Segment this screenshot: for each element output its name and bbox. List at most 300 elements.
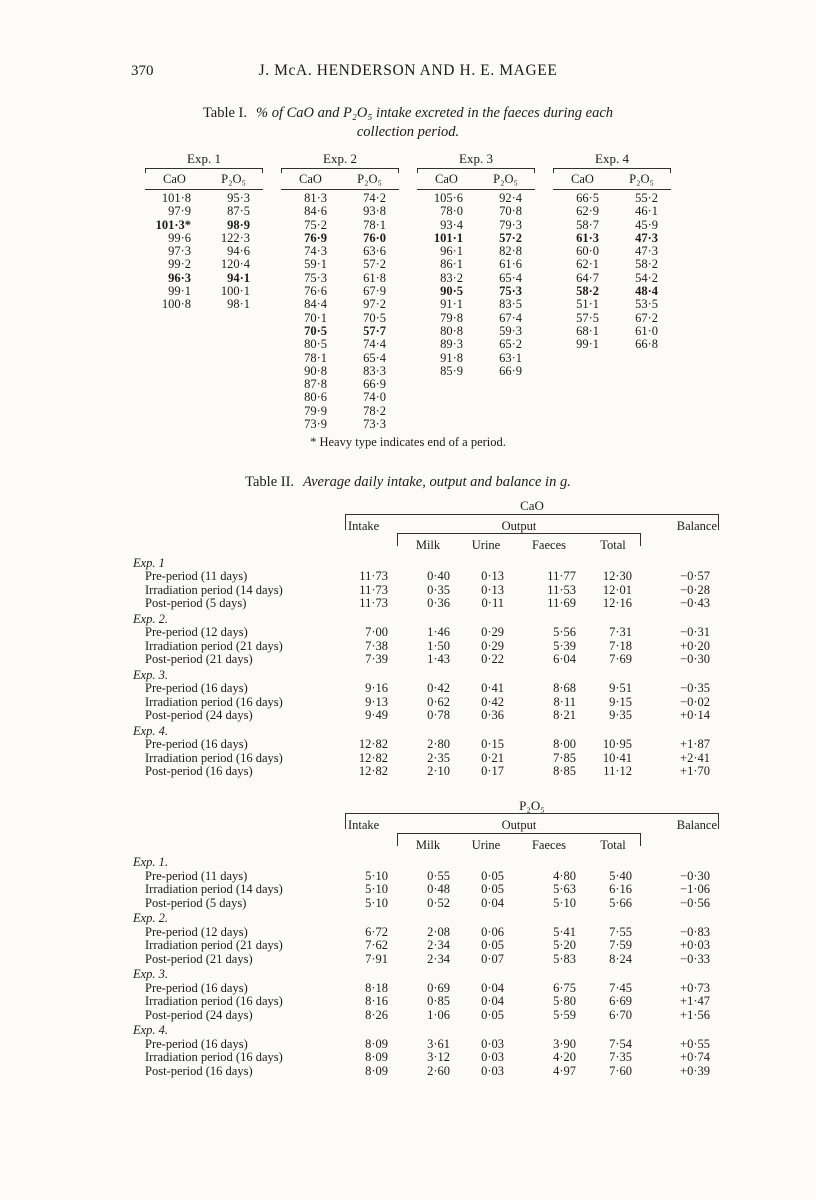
- spacer-cell: [345, 839, 397, 855]
- table1-row: [281, 338, 399, 351]
- p2o5-value: 61·8: [363, 270, 386, 285]
- table1-rows: [417, 190, 535, 378]
- value-cell: 0·85: [427, 994, 450, 1009]
- p2o5-value: 66·8: [635, 337, 658, 352]
- value-cell: 5·59: [553, 1007, 576, 1022]
- value-cell: 9·13: [365, 694, 388, 709]
- value-cell: 0·36: [481, 708, 504, 723]
- exp-group-label: Exp. 3.: [133, 967, 169, 982]
- cao-value: 62·9: [576, 204, 599, 219]
- value-cell: 11·73: [359, 596, 388, 611]
- value-cell: 5·20: [553, 938, 576, 953]
- value-cell: 8·85: [553, 764, 576, 779]
- p2o5-value: 74·0: [363, 390, 386, 405]
- table1: [0, 151, 816, 431]
- value-cell: 6·69: [609, 994, 632, 1009]
- row-label: Post-period (16 days): [145, 764, 253, 779]
- table1-row: [417, 365, 535, 378]
- cao-value: 79·8: [440, 310, 463, 325]
- col-header-p2o5: P₂O₅: [221, 172, 246, 186]
- value-cell: 2·35: [427, 750, 450, 765]
- p2o5-value: 70·8: [499, 204, 522, 219]
- value-cell: 7·91: [365, 951, 388, 966]
- row-label: Post-period (5 days): [145, 596, 247, 611]
- p2o5-value: 97·2: [363, 297, 386, 312]
- spacer-cell: [345, 539, 397, 555]
- table1-row: [145, 232, 263, 245]
- cao-value: 87·8: [304, 377, 327, 392]
- value-cell: 5·10: [365, 868, 388, 883]
- row-label: Post-period (24 days): [145, 1007, 253, 1022]
- row-label: Irradiation period (16 days): [145, 994, 283, 1009]
- cao-value: 101·3*: [155, 217, 191, 232]
- value-cell: 2·34: [427, 951, 450, 966]
- value-cell: +0·55: [680, 1036, 710, 1051]
- spacer-cell: [133, 799, 345, 814]
- table1-rows: [281, 190, 399, 431]
- column-header-total: Total: [600, 538, 626, 553]
- p2o5-value: 63·6: [363, 244, 386, 259]
- value-cell: 0·78: [427, 708, 450, 723]
- row-label: Post-period (24 days): [145, 708, 253, 723]
- value-cell: 0·15: [481, 737, 504, 752]
- table1-row: [281, 325, 399, 338]
- page-number: 370: [131, 63, 154, 79]
- table2-caption-text: Average daily intake, output and balance in g.: [303, 474, 571, 491]
- row-label: Post-period (21 days): [145, 652, 253, 667]
- cao-value: 84·4: [304, 297, 327, 312]
- table1-subheader: [417, 172, 535, 190]
- value-cell: −0·43: [680, 596, 710, 611]
- table1-row: [417, 205, 535, 218]
- value-cell: +0·20: [680, 638, 710, 653]
- spacer-cell: [133, 520, 345, 534]
- p2o5-value: 98·1: [227, 297, 250, 312]
- value-cell: 7·45: [609, 980, 632, 995]
- table1-row: [553, 298, 671, 311]
- table1-row: [281, 245, 399, 258]
- p2o5-value: 67·4: [499, 310, 522, 325]
- value-cell: 6·16: [609, 882, 632, 897]
- row-label: Irradiation period (21 days): [145, 638, 283, 653]
- output-spanner: [397, 833, 641, 837]
- value-cell: +0·03: [680, 938, 710, 953]
- value-cell: 0·17: [481, 764, 504, 779]
- cao-value: 51·1: [576, 297, 599, 312]
- cao-value: 89·3: [440, 337, 463, 352]
- row-label: Pre-period (16 days): [145, 737, 248, 752]
- p2o5-value: 57·7: [363, 323, 386, 338]
- cao-value: 85·9: [440, 363, 463, 378]
- value-cell: 7·59: [609, 938, 632, 953]
- p2o5-value: 63·1: [499, 350, 522, 365]
- table1-row: [417, 258, 535, 271]
- cao-value: 75·2: [304, 217, 327, 232]
- col-header-p2o5: P₂O₅: [357, 172, 382, 186]
- p2o5-value: 46·1: [635, 204, 658, 219]
- value-cell: 8·24: [609, 951, 632, 966]
- column-header-total: Total: [600, 837, 626, 852]
- value-cell: +1·47: [680, 994, 710, 1009]
- exp-group-label: Exp. 1: [133, 555, 165, 570]
- p2o5-value: 48·4: [635, 284, 658, 299]
- value-cell: 7·62: [365, 938, 388, 953]
- value-cell: +0·14: [680, 708, 710, 723]
- value-cell: 11·73: [359, 582, 388, 597]
- table1-row: [281, 232, 399, 245]
- value-cell: 8·68: [553, 681, 576, 696]
- row-label: Irradiation period (16 days): [145, 750, 283, 765]
- cao-value: 99·6: [168, 230, 191, 245]
- cao-value: 76·9: [304, 230, 327, 245]
- value-cell: 0·29: [481, 625, 504, 640]
- exp-spanner: [145, 168, 263, 172]
- value-cell: 7·55: [609, 924, 632, 939]
- value-cell: 9·49: [365, 708, 388, 723]
- exp-spanner: [417, 168, 535, 172]
- cao-value: 80·5: [304, 337, 327, 352]
- col-header-cao: CaO: [435, 172, 458, 186]
- table1-row: [553, 232, 671, 245]
- value-cell: 9·51: [609, 681, 632, 696]
- row-label: Irradiation period (14 days): [145, 582, 283, 597]
- table1-row: [281, 391, 399, 404]
- cao-value: 105·6: [433, 191, 463, 205]
- cao-value: 59·1: [304, 257, 327, 272]
- p2o5-value: 65·4: [363, 350, 386, 365]
- column-header-urine: Urine: [471, 837, 501, 852]
- value-cell: 0·13: [481, 582, 504, 597]
- table1-row: [417, 285, 535, 298]
- table2-section: [133, 499, 719, 779]
- value-cell: 6·04: [553, 652, 576, 667]
- table1-row: [281, 192, 399, 205]
- value-cell: 0·05: [481, 882, 504, 897]
- value-cell: 8·26: [365, 1007, 388, 1022]
- running-title: J. McA. HENDERSON AND H. E. MAGEE: [258, 62, 558, 79]
- table1-row: [417, 352, 535, 365]
- value-cell: 4·97: [553, 1063, 576, 1078]
- value-cell: 2·08: [427, 924, 450, 939]
- spacer-cell: [641, 539, 719, 555]
- row-label: Irradiation period (16 days): [145, 1050, 283, 1065]
- value-cell: −0·33: [680, 951, 710, 966]
- value-cell: 12·82: [358, 750, 388, 765]
- value-cell: 11·77: [547, 569, 576, 584]
- exp-group-label: Exp. 3.: [133, 667, 169, 682]
- value-cell: 5·80: [553, 994, 576, 1009]
- column-header-milk: Milk: [415, 837, 441, 852]
- value-cell: 6·75: [553, 980, 576, 995]
- spacer-cell: [133, 819, 345, 833]
- value-cell: 1·46: [427, 625, 450, 640]
- p2o5-value: 59·3: [499, 323, 522, 338]
- p2o5-value: 94·6: [227, 244, 250, 259]
- cao-value: 80·6: [304, 390, 327, 405]
- table2-caption: [0, 474, 816, 491]
- cao-value: 78·1: [304, 350, 327, 365]
- p2o5-value: 98·9: [227, 217, 250, 232]
- table1-row: [281, 352, 399, 365]
- cao-value: 99·2: [168, 257, 191, 272]
- column-header-output: Output: [501, 518, 537, 533]
- value-cell: −0·30: [680, 868, 710, 883]
- exp-label: Exp. 1: [187, 151, 221, 166]
- value-cell: 0·22: [481, 652, 504, 667]
- table1-row: [145, 272, 263, 285]
- p2o5-value: 57·2: [499, 230, 522, 245]
- table1-caption-label: Table I.: [202, 105, 248, 121]
- table1-row: [281, 312, 399, 325]
- row-label: Post-period (16 days): [145, 1063, 253, 1078]
- table1-exp-group: [417, 151, 535, 378]
- value-cell: 5·56: [553, 625, 576, 640]
- row-label: Pre-period (16 days): [145, 1036, 248, 1051]
- cao-value: 96·1: [440, 244, 463, 259]
- exp-group-label: Exp. 1.: [133, 855, 169, 870]
- table1-row: [553, 192, 671, 205]
- value-cell: 11·12: [603, 764, 632, 779]
- value-cell: 0·04: [481, 994, 504, 1009]
- table1-exp-group: [553, 151, 671, 352]
- cao-value: 97·3: [168, 244, 191, 259]
- value-cell: −0·28: [680, 582, 710, 597]
- value-cell: −0·30: [680, 652, 710, 667]
- value-cell: 0·62: [427, 694, 450, 709]
- value-cell: 0·42: [427, 681, 450, 696]
- table1-row: [281, 365, 399, 378]
- table1-row: [281, 418, 399, 431]
- value-cell: +2·41: [680, 750, 710, 765]
- col-header-cao: CaO: [571, 172, 594, 186]
- cao-value: 83·2: [440, 270, 463, 285]
- p2o5-value: 58·2: [635, 257, 658, 272]
- table1-row: [145, 298, 263, 311]
- table2-caption-label: Table II.: [245, 474, 295, 491]
- row-label: Pre-period (12 days): [145, 625, 248, 640]
- cao-value: 74·3: [304, 244, 327, 259]
- value-cell: 7·85: [553, 750, 576, 765]
- value-cell: 12·16: [602, 596, 632, 611]
- value-cell: 0·48: [427, 882, 450, 897]
- cao-value: 70·1: [304, 310, 327, 325]
- value-cell: 6·72: [365, 924, 388, 939]
- cao-value: 80·8: [440, 323, 463, 338]
- value-cell: 5·40: [609, 868, 632, 883]
- p2o5-value: 47·3: [635, 230, 658, 245]
- p2o5-value: 78·2: [363, 403, 386, 418]
- output-spanner: [397, 533, 641, 537]
- table1-row: [553, 338, 671, 351]
- value-cell: 8·09: [365, 1036, 388, 1051]
- value-cell: 0·11: [481, 596, 504, 611]
- cao-value: 78·0: [440, 204, 463, 219]
- table1-row: [281, 258, 399, 271]
- p2o5-value: 93·8: [363, 204, 386, 219]
- value-cell: −1·06: [680, 882, 710, 897]
- p2o5-value: 92·4: [499, 191, 522, 205]
- table1-caption-line2: collection period.: [356, 124, 460, 140]
- row-label: Post-period (5 days): [145, 895, 247, 910]
- value-cell: +1·56: [680, 1007, 710, 1022]
- value-cell: −0·83: [680, 924, 710, 939]
- value-cell: 0·05: [481, 938, 504, 953]
- column-header-intake: Intake: [348, 518, 380, 533]
- cao-value: 58·2: [576, 284, 599, 299]
- row-label: Pre-period (11 days): [145, 868, 248, 883]
- table2: [0, 499, 816, 1078]
- value-cell: 0·04: [481, 980, 504, 995]
- cao-value: 101·8: [161, 191, 191, 205]
- cao-value: 84·6: [304, 204, 327, 219]
- cao-value: 91·8: [440, 350, 463, 365]
- section-title: P₂O₅: [519, 797, 545, 813]
- table1-row: [553, 205, 671, 218]
- p2o5-value: 53·5: [635, 297, 658, 312]
- table1-row: [553, 258, 671, 271]
- p2o5-value: 65·2: [499, 337, 522, 352]
- value-cell: 0·42: [481, 694, 504, 709]
- value-cell: 11·73: [359, 569, 388, 584]
- value-cell: 1·06: [427, 1007, 450, 1022]
- p2o5-value: 65·4: [499, 270, 522, 285]
- p2o5-value: 122·3: [220, 230, 250, 245]
- value-cell: 3·90: [553, 1036, 576, 1051]
- value-cell: 5·41: [553, 924, 576, 939]
- value-cell: 0·07: [481, 951, 504, 966]
- value-cell: 8·18: [365, 980, 388, 995]
- table1-rows: [553, 190, 671, 352]
- value-cell: 7·38: [365, 638, 388, 653]
- col-header-p2o5: P₂O₅: [493, 172, 518, 186]
- value-cell: 5·66: [609, 895, 632, 910]
- value-cell: 0·06: [481, 924, 504, 939]
- value-cell: 6·70: [609, 1007, 632, 1022]
- value-cell: 8·09: [365, 1063, 388, 1078]
- table1-caption-text: % of CaO and P₂O₅ intake excreted in the faeces during each: [256, 105, 614, 121]
- row-label: Post-period (21 days): [145, 951, 253, 966]
- value-cell: 0·13: [481, 569, 504, 584]
- value-cell: +1·87: [680, 737, 710, 752]
- cao-value: 58·7: [576, 217, 599, 232]
- value-cell: 0·55: [427, 868, 450, 883]
- p2o5-value: 57·2: [363, 257, 386, 272]
- column-header-faeces: Faeces: [531, 837, 566, 852]
- cao-value: 61·3: [576, 230, 599, 245]
- value-cell: 2·60: [427, 1063, 450, 1078]
- table1-row: [553, 325, 671, 338]
- value-cell: 7·69: [609, 652, 632, 667]
- table1-row: [281, 205, 399, 218]
- cao-value: 101·1: [433, 230, 463, 245]
- table1-row: [553, 285, 671, 298]
- p2o5-value: 74·4: [363, 337, 386, 352]
- table1-row: [145, 245, 263, 258]
- value-cell: −0·31: [680, 625, 710, 640]
- row-label: Pre-period (16 days): [145, 980, 248, 995]
- table1-row: [417, 325, 535, 338]
- table1-row: [281, 405, 399, 418]
- table1-exp-group: [145, 151, 263, 312]
- value-cell: 8·21: [553, 708, 576, 723]
- cao-value: 76·6: [304, 284, 327, 299]
- value-cell: 0·21: [481, 750, 504, 765]
- value-cell: 4·20: [553, 1050, 576, 1065]
- value-cell: 5·63: [553, 882, 576, 897]
- value-cell: 0·03: [481, 1063, 504, 1078]
- row-label: Pre-period (12 days): [145, 924, 248, 939]
- p2o5-value: 55·2: [635, 191, 658, 205]
- p2o5-value: 95·3: [227, 191, 250, 205]
- value-cell: 0·03: [481, 1050, 504, 1065]
- p2o5-value: 83·3: [363, 363, 386, 378]
- value-cell: 7·31: [609, 625, 632, 640]
- value-cell: +0·73: [680, 980, 710, 995]
- cao-value: 66·5: [576, 191, 599, 205]
- value-cell: −0·57: [680, 569, 710, 584]
- p2o5-value: 74·2: [363, 191, 386, 205]
- column-header-balance: Balance: [676, 818, 717, 833]
- p2o5-value: 61·6: [499, 257, 522, 272]
- value-cell: 0·52: [427, 895, 450, 910]
- cao-value: 68·1: [576, 323, 599, 338]
- cao-value: 81·3: [304, 191, 327, 205]
- table1-row: [281, 378, 399, 391]
- p2o5-value: 66·9: [499, 363, 522, 378]
- spacer-cell: [133, 839, 345, 855]
- cao-value: 97·9: [168, 204, 191, 219]
- cao-value: 86·1: [440, 257, 463, 272]
- exp-spanner: [281, 168, 399, 172]
- table1-subheader: [553, 172, 671, 190]
- spacer-cell: [133, 499, 345, 514]
- table1-caption: [0, 104, 816, 142]
- p2o5-value: 70·5: [363, 310, 386, 325]
- value-cell: 12·30: [602, 569, 632, 584]
- row-label: Irradiation period (16 days): [145, 694, 283, 709]
- value-cell: 10·95: [602, 737, 632, 752]
- value-cell: 7·54: [609, 1036, 632, 1051]
- section-title: CaO: [520, 498, 544, 514]
- value-cell: 3·61: [427, 1036, 450, 1051]
- table1-subheader: [145, 172, 263, 190]
- value-cell: 8·09: [365, 1050, 388, 1065]
- table1-row: [145, 219, 263, 232]
- cao-value: 100·8: [161, 297, 191, 312]
- value-cell: 7·35: [609, 1050, 632, 1065]
- col-header-cao: CaO: [299, 172, 322, 186]
- cao-value: 99·1: [576, 337, 599, 352]
- cao-value: 90·8: [304, 363, 327, 378]
- table1-row: [281, 272, 399, 285]
- row-label: Pre-period (11 days): [145, 569, 248, 584]
- col-header-p2o5: P₂O₅: [629, 172, 654, 186]
- p2o5-value: 82·8: [499, 244, 522, 259]
- value-cell: 4·80: [553, 868, 576, 883]
- value-cell: 3·12: [427, 1050, 450, 1065]
- cao-value: 70·5: [304, 323, 327, 338]
- value-cell: 2·80: [427, 737, 450, 752]
- value-cell: 0·36: [427, 596, 450, 611]
- exp-label: Exp. 4: [595, 151, 629, 166]
- value-cell: 7·39: [365, 652, 388, 667]
- table1-row: [281, 219, 399, 232]
- table1-row: [553, 245, 671, 258]
- cao-value: 75·3: [304, 270, 327, 285]
- cao-value: 73·9: [304, 417, 327, 432]
- table1-row: [553, 312, 671, 325]
- col-header-cao: CaO: [163, 172, 186, 186]
